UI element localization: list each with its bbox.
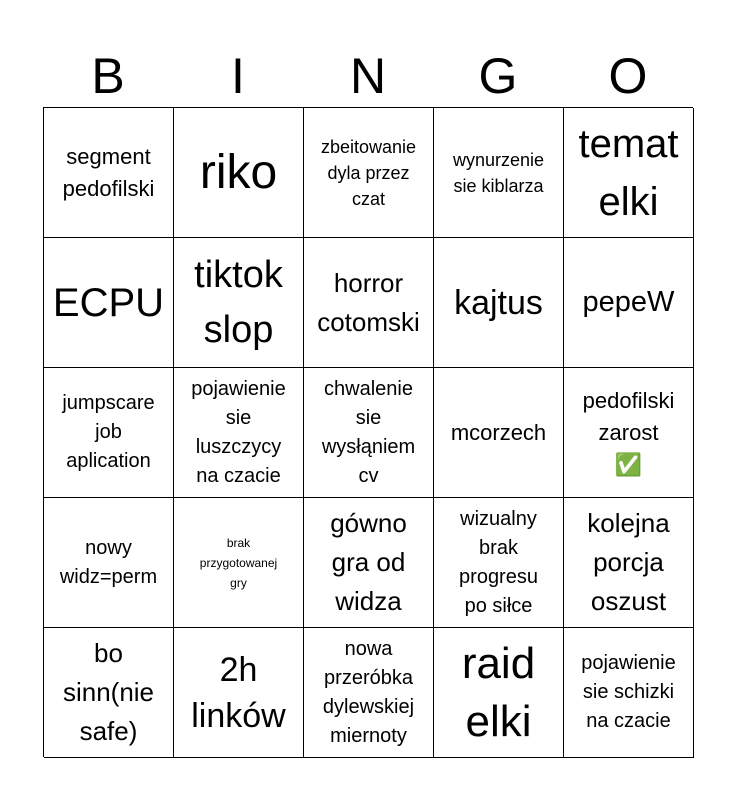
cell-label: nowy widz=perm	[59, 536, 158, 588]
bingo-cell-r5c3[interactable]	[304, 628, 434, 758]
bingo-cell-r4c4[interactable]	[434, 498, 564, 628]
cell-label: horror cotomski	[317, 267, 420, 337]
bingo-cell-r5c2[interactable]	[174, 628, 304, 758]
bingo-grid	[43, 107, 693, 757]
header-letter-g: G	[478, 48, 518, 104]
cell-label: jumpscare job aplication	[62, 392, 155, 472]
cell-label: kajtus	[454, 283, 543, 322]
bingo-cell-r4c1[interactable]	[44, 498, 174, 628]
bingo-cell-r5c5[interactable]	[564, 628, 694, 758]
cell-label: segment pedofilski	[62, 143, 155, 201]
cell-label: ECPU	[52, 280, 165, 325]
cell-label: riko	[199, 145, 278, 199]
cell-label: gówno gra od widza	[330, 508, 407, 616]
header-letter-b: B	[91, 48, 125, 104]
cell-label: kolejna porcja oszust	[587, 508, 670, 616]
header-letter-o: O	[608, 48, 648, 104]
cell-label: pojawienie sie schizki na czacie	[581, 652, 676, 732]
bingo-cell-r1c5[interactable]	[564, 108, 694, 238]
bingo-cell-r4c2[interactable]	[174, 498, 304, 628]
bingo-cell-r3c4[interactable]	[434, 368, 564, 498]
bingo-cell-r5c1[interactable]	[44, 628, 174, 758]
bingo-cell-r2c3[interactable]	[304, 238, 434, 368]
cell-label: pedofilski zarost ✅	[582, 387, 675, 477]
cell-label: nowa przeróbka dylewskiej miernoty	[322, 637, 415, 747]
cell-label: tiktok slop	[194, 253, 283, 351]
cell-label: bo sinn(nie safe)	[62, 638, 155, 746]
bingo-header	[43, 46, 693, 106]
bingo-cell-r1c1[interactable]	[44, 108, 174, 238]
header-letter-i: I	[231, 48, 245, 104]
bingo-cell-r2c2[interactable]	[174, 238, 304, 368]
bingo-cell-r2c4[interactable]	[434, 238, 564, 368]
cell-label: temat elki	[578, 121, 679, 224]
bingo-cell-r5c4[interactable]	[434, 628, 564, 758]
bingo-cell-r2c5[interactable]	[564, 238, 694, 368]
cell-label: pojawienie sie luszczycy na czacie	[191, 377, 286, 487]
cell-label: wizualny brak progresu po siłce	[459, 507, 538, 617]
bingo-cell-r1c2[interactable]	[174, 108, 304, 238]
bingo-cell-r2c1[interactable]	[44, 238, 174, 368]
bingo-cell-r4c5[interactable]	[564, 498, 694, 628]
cell-label: raid elki	[461, 638, 536, 746]
bingo-cell-r1c3[interactable]	[304, 108, 434, 238]
cell-label: wynurzenie sie kiblarza	[452, 149, 545, 196]
cell-label: zbeitowanie dyla przez czat	[320, 136, 417, 209]
bingo-cell-r3c3[interactable]	[304, 368, 434, 498]
bingo-cell-r3c5[interactable]	[564, 368, 694, 498]
cell-label: 2h linków	[191, 650, 286, 735]
cell-label: chwalenie sie wysłąniem cv	[321, 377, 416, 487]
bingo-cell-r4c3[interactable]	[304, 498, 434, 628]
bingo-cell-r1c4[interactable]	[434, 108, 564, 238]
cell-label: brak przygotowanej gry	[199, 535, 278, 590]
header-letter-n: N	[349, 48, 387, 104]
bingo-cell-r3c1[interactable]	[44, 368, 174, 498]
cell-label: mcorzech	[450, 419, 547, 445]
cell-label: pepeW	[582, 286, 675, 318]
bingo-cell-r3c2[interactable]	[174, 368, 304, 498]
